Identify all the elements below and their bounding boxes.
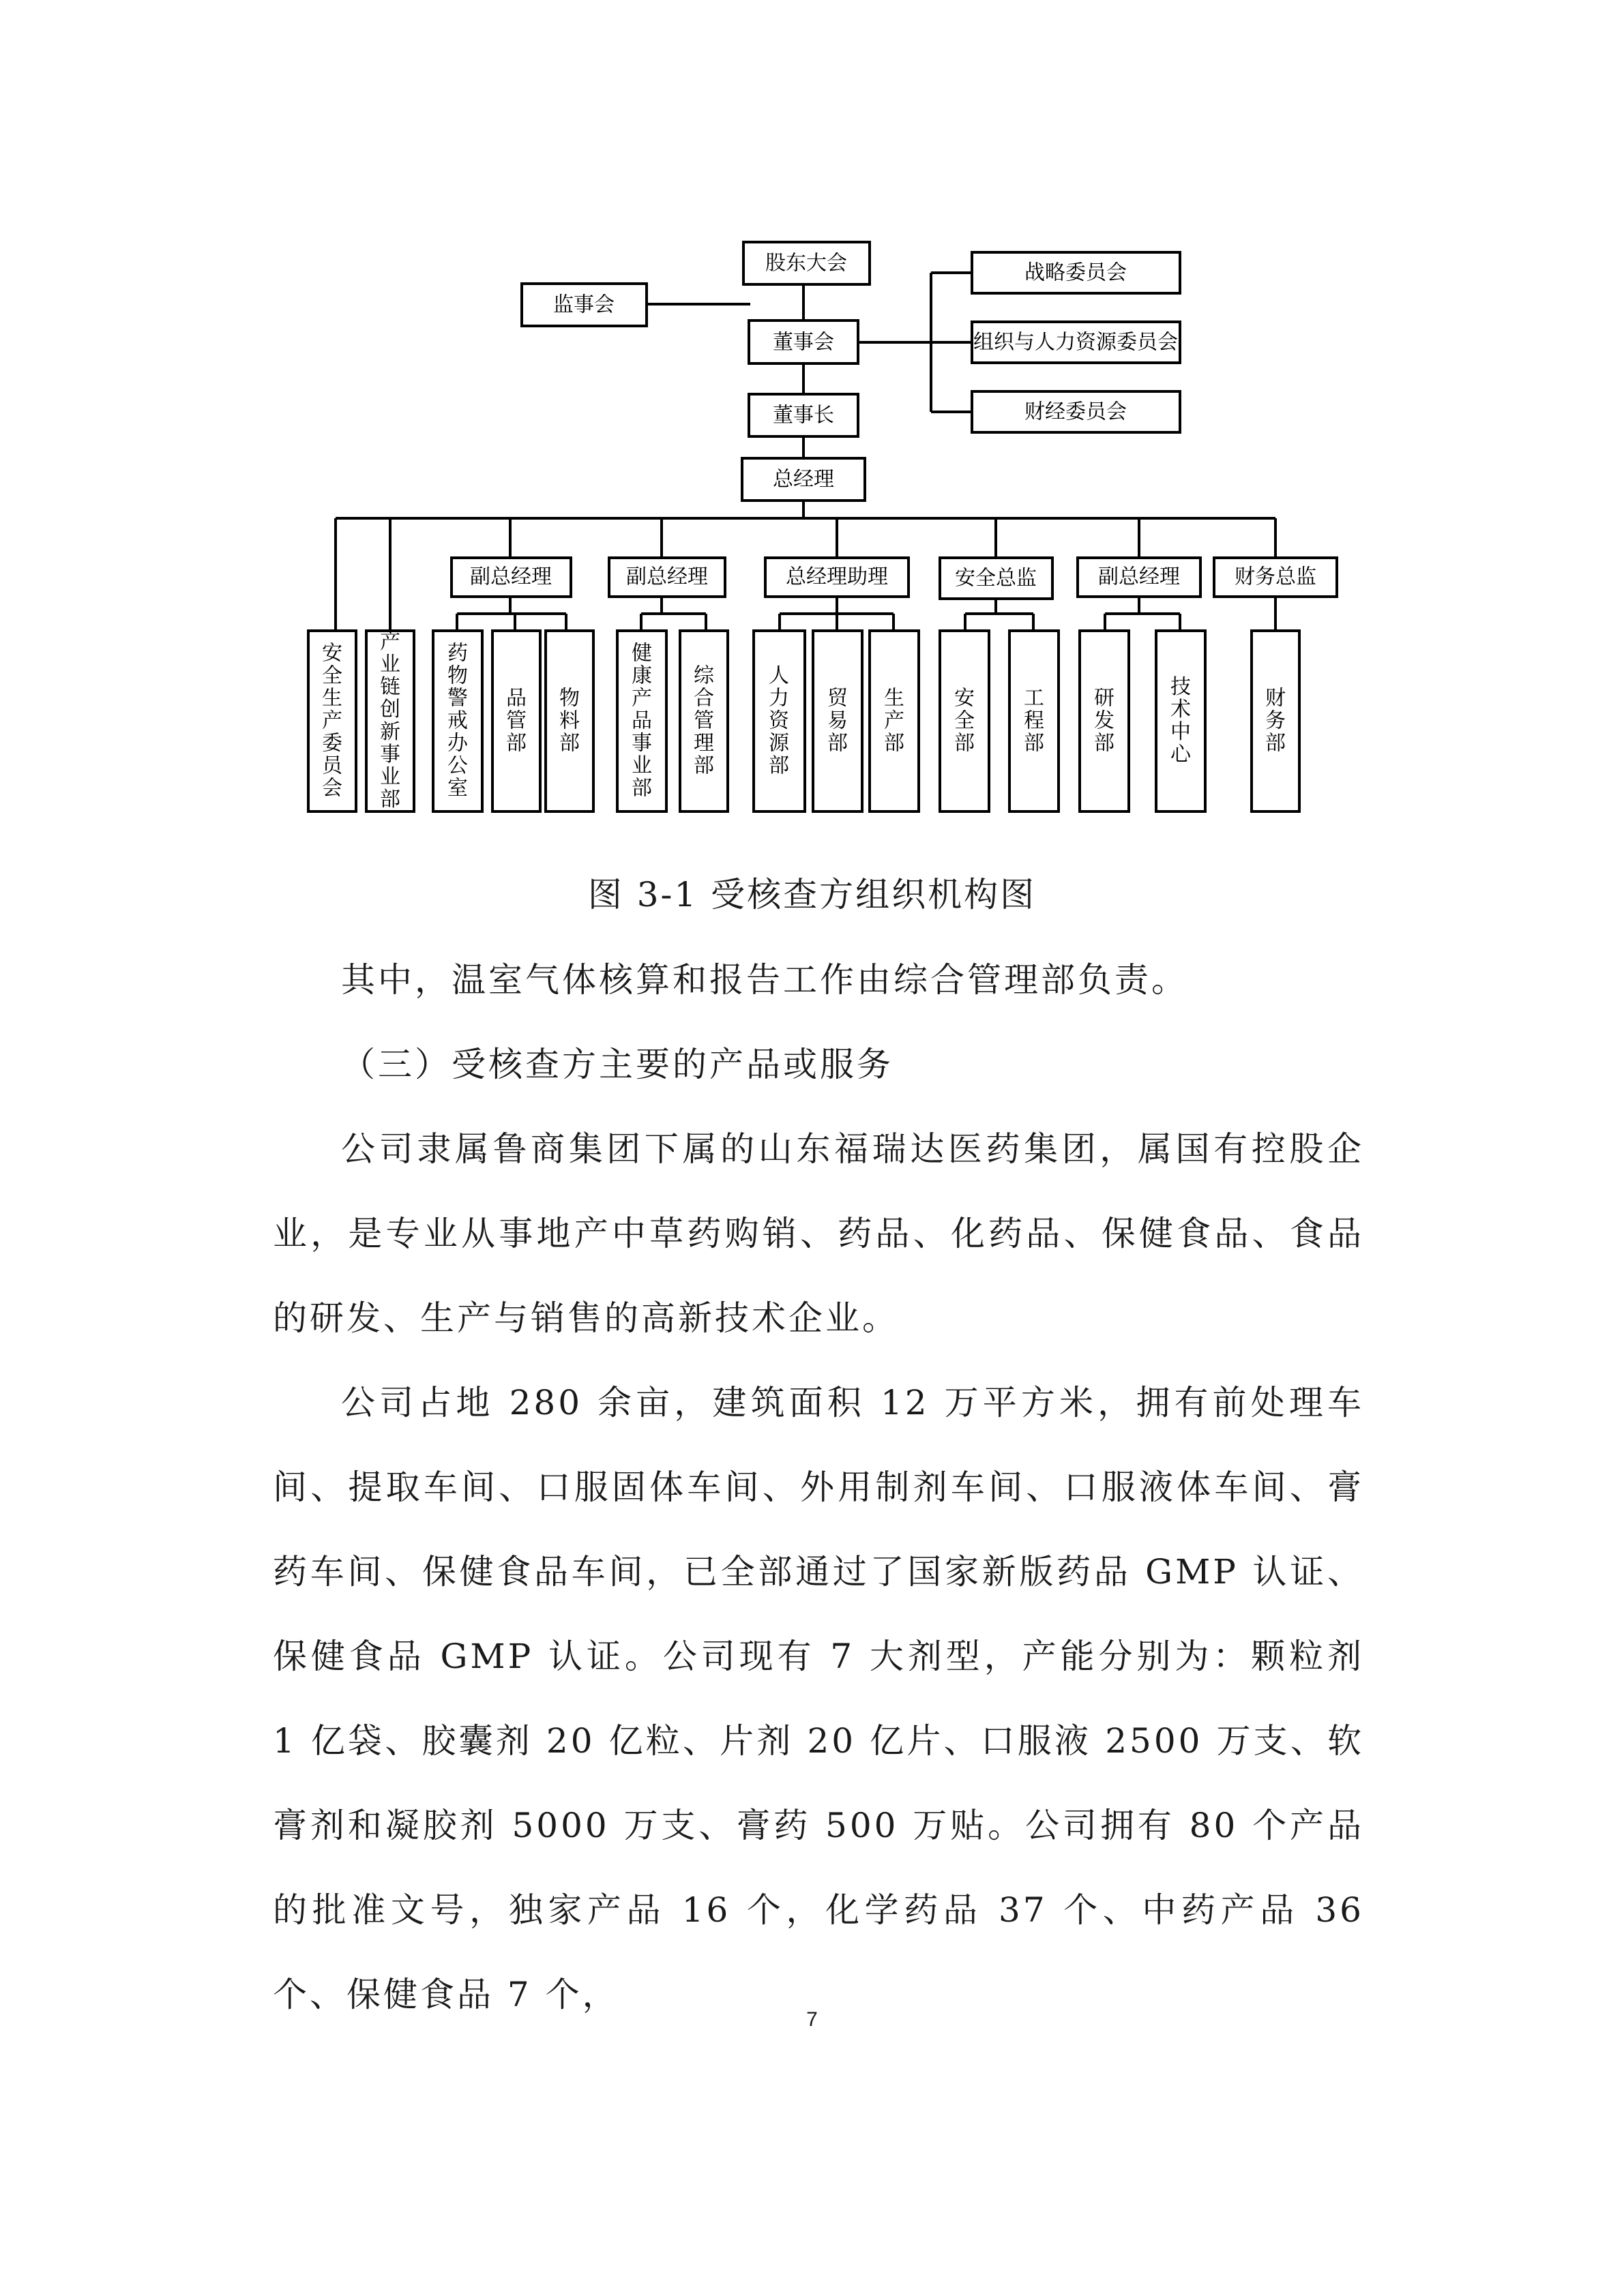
supervisors-label: 监事会 xyxy=(553,293,615,317)
vgm-1-label: 副总经理 xyxy=(470,565,552,589)
hr-dept-label: 人力资源部 xyxy=(769,664,789,778)
gm-assistant-label: 总经理助理 xyxy=(786,565,888,589)
rd-dept-label: 研发部 xyxy=(1094,686,1114,756)
paragraph-facilities-capacity: 公司占地 280 余亩，建筑面积 12 万平方米，拥有前处理车间、提取车间、口服固体车间、外用制剂车间、口服液体车间、膏药车间、保健食品车间，已全部通过了国家新版药品 GMP 认证、保健食品 GMP 认证。公司现有 7 大剂型，产能分别为：颗粒剂 1 亿袋、胶囊剂 20 亿粒、片剂 20 亿片、口服液 2500 万支、软膏剂和凝胶剂 5000 万支、膏药 500 万贴。公司拥有 80 个产品的批准文号，独家产品 16 个，化学药品 37 个、中药产品 36 个、保健食品 7 个， xyxy=(273,1383,1364,2014)
paragraph-ghg-responsibility: 其中，温室气体核算和报告工作由综合管理部负责。 xyxy=(341,960,1188,1000)
board-label: 董事会 xyxy=(773,330,834,355)
engineering-dept-label: 工程部 xyxy=(1024,686,1044,756)
finance-dept-label: 财务部 xyxy=(1265,686,1286,756)
chairman-label: 董事长 xyxy=(773,403,834,428)
finance-committee-label: 财经委员会 xyxy=(1024,400,1127,424)
production-dept-label: 生产部 xyxy=(884,686,904,756)
materials-dept-label: 物料部 xyxy=(559,686,580,756)
trade-dept-label: 贸易部 xyxy=(827,686,848,756)
safety-production-committee-label: 安全生产委员会 xyxy=(322,641,342,801)
vgm-2-label: 副总经理 xyxy=(626,565,708,589)
hr-committee-label: 组织与人力资源委员会 xyxy=(973,330,1178,355)
org-chart xyxy=(0,0,1624,852)
general-management-dept-label: 综合管理部 xyxy=(694,664,714,778)
finance-director-label: 财务总监 xyxy=(1235,565,1316,589)
pharmacovigilance-office-label: 药物警戒办公室 xyxy=(447,641,468,801)
safety-director-label: 安全总监 xyxy=(955,566,1037,591)
safety-dept-label: 安全部 xyxy=(954,686,975,756)
industry-chain-innovation-label: 产业链创新事业部 xyxy=(380,630,400,812)
health-products-division-label: 健康产品事业部 xyxy=(632,641,652,801)
executive-boxes xyxy=(452,558,1337,599)
vgm-3-label: 副总经理 xyxy=(1098,565,1180,589)
shareholders-label: 股东大会 xyxy=(765,251,847,275)
quality-dept-label: 品管部 xyxy=(506,686,527,756)
paragraph-company-profile: 公司隶属鲁商集团下属的山东福瑞达医药集团，属国有控股企业，是专业从事地产中草药购销、药品、化药品、保健食品、食品的研发、生产与销售的高新技术企业。 xyxy=(273,1129,1364,1338)
general-manager-label: 总经理 xyxy=(773,467,834,492)
page-number: 7 xyxy=(806,2008,818,2031)
section-heading-products: （三）受核查方主要的产品或服务 xyxy=(341,1045,894,1084)
figure-caption: 图 3-1 受核查方组织机构图 xyxy=(587,875,1037,914)
tech-center-label: 技术中心 xyxy=(1170,675,1191,767)
strategy-committee-label: 战略委员会 xyxy=(1024,260,1127,285)
